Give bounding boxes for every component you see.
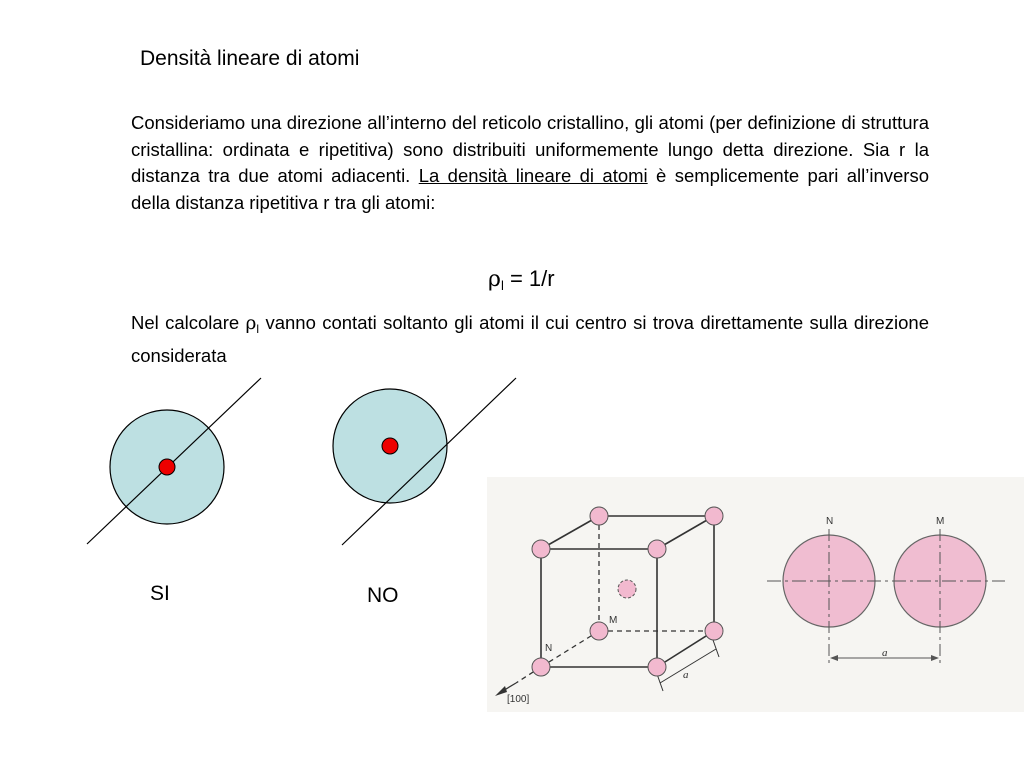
counting-text-start: Nel calcolare bbox=[131, 312, 246, 333]
side-arrowhead-left bbox=[830, 655, 838, 661]
atoms-side-view bbox=[767, 516, 1005, 663]
direction-label: [100] bbox=[507, 694, 530, 705]
counting-paragraph bbox=[131, 310, 929, 369]
correct-label: SI bbox=[150, 582, 170, 605]
direction-arrowhead bbox=[495, 686, 507, 696]
atom-m bbox=[590, 622, 608, 640]
atom-n bbox=[532, 658, 550, 676]
side-spacing-label: a bbox=[882, 647, 888, 659]
cube-spacing-label: a bbox=[683, 669, 689, 681]
rho-symbol: ρ bbox=[488, 267, 501, 292]
formula bbox=[488, 264, 555, 301]
spacing-tick bbox=[657, 674, 663, 691]
rho-inline-symbol: ρ bbox=[245, 313, 257, 334]
rho-inline-subscript: l bbox=[256, 322, 260, 336]
side-label-m: M bbox=[936, 516, 945, 527]
counting-text-end: vanno contati soltanto gli atomi il cui centro si trova direttamente sulla direzione considerata bbox=[131, 312, 929, 366]
cube-label-n: N bbox=[545, 643, 553, 654]
cubic-cell-figure bbox=[487, 477, 1024, 712]
intro-text-end: è semplicemente pari all’inverso della distanza ripetitiva r tra gli atomi: bbox=[131, 165, 929, 213]
cube-label-m: M bbox=[609, 615, 618, 626]
lattice-figure-panel bbox=[487, 477, 1024, 712]
side-label-n: N bbox=[826, 516, 834, 527]
slide-title: Densità lineare di atomi bbox=[140, 47, 360, 70]
formula-rhs: = 1/r bbox=[503, 266, 555, 291]
atom-center-dot bbox=[159, 459, 175, 475]
side-arrowhead-right bbox=[931, 655, 939, 661]
incorrect-label: NO bbox=[367, 584, 399, 607]
intro-paragraph bbox=[131, 110, 929, 216]
intro-text: Consideriamo una direzione all’interno del reticolo cristallino, gli atomi (per definizione di struttura cristallina: ordinata e ripetitiva) sono distribuiti uniformemente lungo detta direzione. Sia r la distanza tra due atomi adiacenti. bbox=[131, 112, 929, 186]
spacing-tick bbox=[713, 640, 719, 657]
correct-atom-diagram bbox=[80, 372, 270, 552]
rho-subscript: l bbox=[500, 278, 504, 293]
atom-center-dot bbox=[382, 438, 398, 454]
center-atom bbox=[618, 580, 636, 598]
linear-density-term: La densità lineare di atomi bbox=[418, 165, 648, 186]
